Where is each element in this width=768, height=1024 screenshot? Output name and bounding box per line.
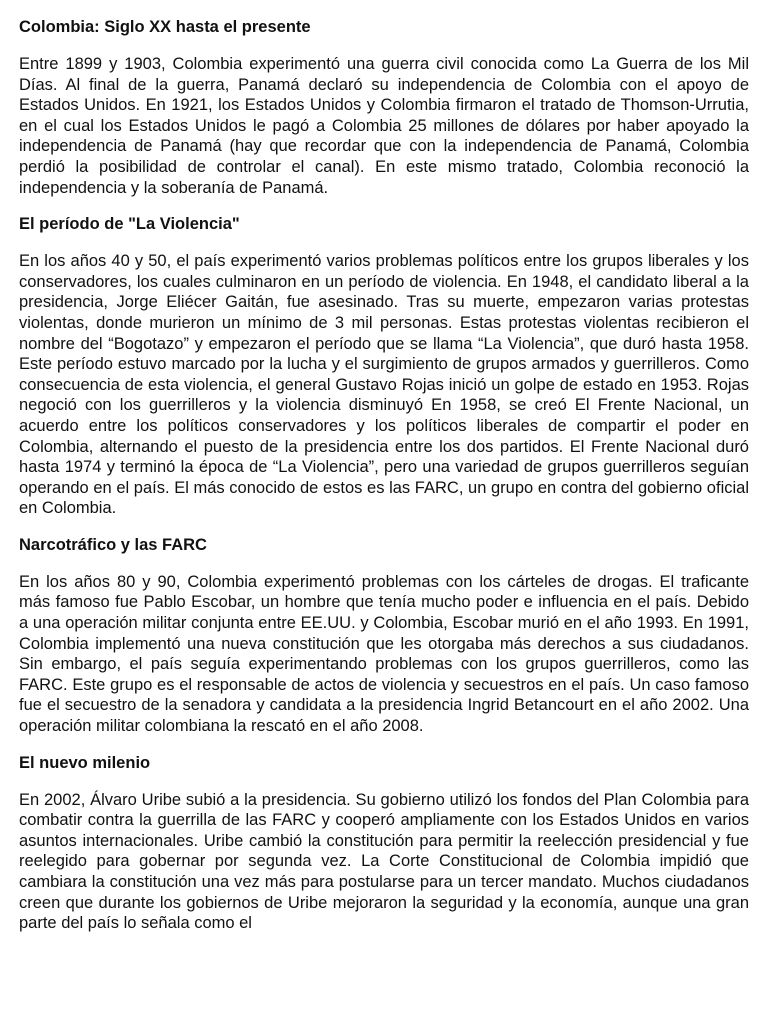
section-heading-nuevo-milenio: El nuevo milenio <box>19 753 151 772</box>
paragraph-narcotrafico: En los años 80 y 90, Colombia experimentó problemas con los cárteles de drogas. El traficante más famoso fue Pablo Escobar, un hombre que tenía mucho poder e influencia en el país. Debido a una operación militar conjunta entre EE.UU. y Colombia, Escobar murió en el año 1993. En 1991, Colombia implementó una nueva constitución que les otorgaba más derechos a sus ciudadanos. Sin embargo, el país seguía experimentando problemas con los grupos guerrilleros, como las FARC. Este grupo es el responsable de actos de violencia y secuestros en el país. Un caso famoso fue el secuestro de la senadora y candidata a la presidencia Ingrid Betancourt en el año 2002. Una operación militar colombiana la rescató en el año 2008. <box>19 572 749 736</box>
section-heading-la-violencia: El período de "La Violencia" <box>19 215 240 234</box>
intro-paragraph: Entre 1899 y 1903, Colombia experimentó una guerra civil conocida como La Guerra de los Mil Días. Al final de la guerra, Panamá declaró su independencia de Colombia con el apoyo de Estados Unidos. En 1921, los Estados Unidos y Colombia firmaron el tratado de Thomson-Urrutia, en el cual los Estados Unidos le pagó a Colombia 25 millones de dólares por haber apoyado la independencia de Panamá (hay que recordar que con la independencia de Panamá, Colombia perdió la posibilidad de controlar el canal). En este mismo tratado, Colombia reconoció la independencia y la soberanía de Panamá. <box>19 55 749 197</box>
paragraph-nuevo-milenio: En 2002, Álvaro Uribe subió a la presidencia. Su gobierno utilizó los fondos del Plan Colombia para combatir contra la guerrilla de las FARC y cooperó ampliamente con los Estados Unidos en varios asuntos internacionales. Uribe cambió la constitución para permitir la reelección presidencial y fue reelegido para gobernar por segunda vez. La Corte Constitucional de Colombia impidió que cambiara la constitución una vez más para postularse para un tercer mandato. Muchos ciudadanos creen que durante los gobiernos de Uribe mejoraron la seguridad y la economía, aunque una gran parte del país lo señala como el <box>19 790 749 933</box>
paragraph-la-violencia: En los años 40 y 50, el país experimentó varios problemas políticos entre los grupos liberales y los conservadores, los cuales culminaron en un período de violencia. En 1948, el candidato liberal a la presidencia, Jorge Eliécer Gaitán, fue asesinado. Tras su muerte, empezaron varias protestas violentas, donde murieron un mínimo de 3 mil personas. Estas protestas violentas recibieron el nombre del “Bogotazo” y empezaron el período que se llama “La Violencia”, que duró hasta 1958. Este período estuvo marcado por la lucha y el surgimiento de grupos armados y guerrilleros. Como consecuencia de esta violencia, el general Gustavo Rojas inició un golpe de estado en 1953. Rojas negoció con los guerrilleros y la violencia disminuyó En 1958, se creó El Frente Nacional, un acuerdo entre los políticos conservadores y los políticos liberales de compartir el poder en Colombia, alternando el puesto de la presidencia entre los dos partidos. El Frente Nacional duró hasta 1974 y terminó la época de “La Violencia”, pero una variedad de grupos guerrilleros seguían operando en el país. El más conocido de estos es las FARC, un grupo en contra del gobierno oficial en Colombia. <box>19 252 749 518</box>
document-title: Colombia: Siglo XX hasta el presente <box>19 18 311 36</box>
section-heading-narcotrafico: Narcotráfico y las FARC <box>19 535 207 554</box>
